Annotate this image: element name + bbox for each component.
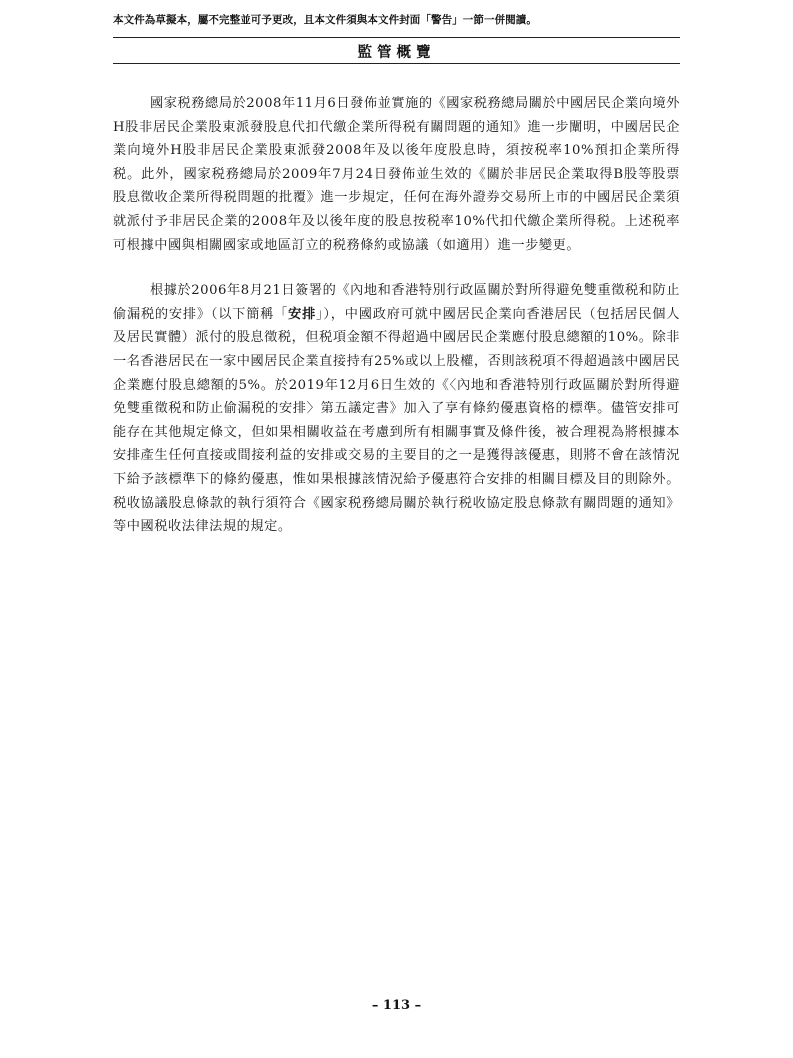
draft-notice: 本文件為草擬本，屬不完整並可予更改，且本文件須與本文件封面「警告」一節一併閱讀。 — [113, 14, 537, 26]
paragraph-text-after-term: 」），中國政府可就中國居民企業向香港居民（包括居民個人及居民實體）派付的股息徵税，但税項金額不得超過中國居民企業應付股息總額的10%。除非一名香港居民在一家中國居民企業直接持有25%或以上股權，否則該税項不得超過該中國居民企業應付股息總額的5%。於2019年12月6日生效的《〈內地和香港特別行政區關於對所得避免雙重徵税和防止偷漏税的安排〉第五議定書》加入了享有條約優惠資格的標準。儘管安排可能存在其他規定條文，但如果相關收益在考慮到所有相關事實及條件後，被合理視為將根據本安排產生任何直接或間接利益的安排或交易的主要目的之一是獲得該優惠，則將不會在該情況下給予該標準下的條約優惠，惟如果根據該情況給予優惠符合安排的相關目標及目的則除外。税收協議股息條款的執行須符合《國家税務總局關於執行税收協定股息條款有關問題的通知》等中國税收法律法規的規定。 — [113, 306, 680, 535]
paragraph-withholding-tax: 國家税務總局於2008年11月6日發佈並實施的《國家税務總局關於中國居民企業向境外H股非居民企業股東派發股息代扣代繳企業所得税有關問題的通知》進一步闡明，中國居民企業向境外H股非居民企業股東派發2008年及以後年度股息時，須按税率10%預扣企業所得税。此外，國家税務總局於2009年7月24日發佈並生效的《關於非居民企業取得B股等股票股息徵收企業所得税問題的批覆》進一步規定，任何在海外證券交易所上市的中國居民企業須就派付予非居民企業的2008年及以後年度的股息按税率10%代扣代繳企業所得税。上述税率可根據中國與相關國家或地區訂立的税務條約或協議（如適用）進一步變更。 — [113, 96, 680, 253]
section-title: 監管概覽 — [357, 45, 436, 61]
paragraph-text-before-term: 根據於2006年8月21日簽署的《內地和香港特別行政區關於對所得避免雙重徵税和防止偷漏税的安排》（以下簡稱「 — [113, 283, 680, 322]
defined-term: 安排 — [288, 306, 317, 322]
page-number: – 113 – — [371, 998, 422, 1013]
body-text — [113, 92, 680, 561]
header-rule-bottom — [113, 63, 680, 64]
header-rule-top — [113, 37, 680, 38]
paragraph-tax-arrangement — [113, 279, 680, 539]
